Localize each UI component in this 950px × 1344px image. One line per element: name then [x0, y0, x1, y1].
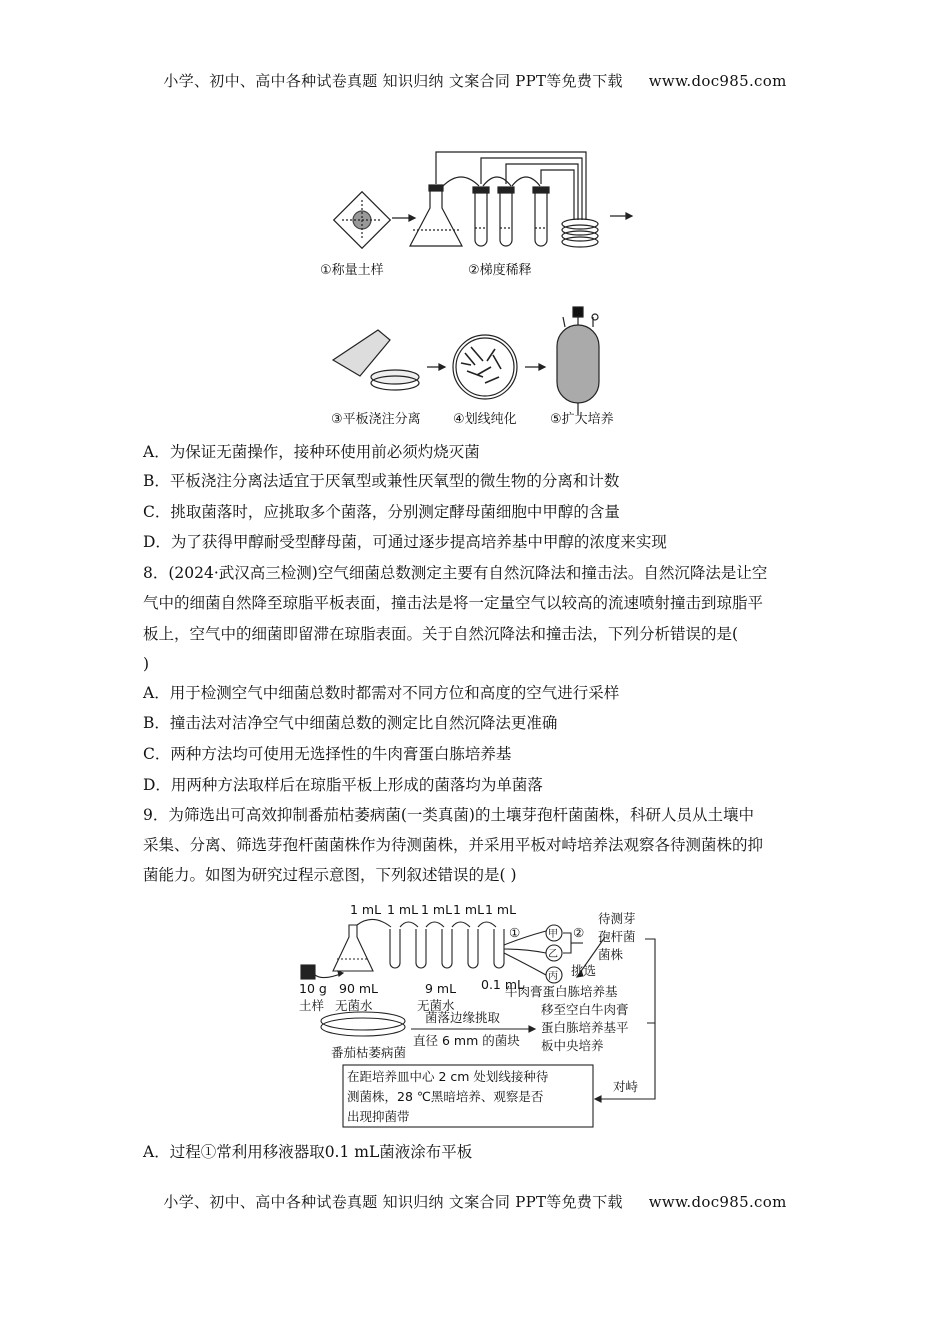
figure2-flowchart [295, 897, 665, 1135]
pick-label: 挑选 [571, 963, 597, 978]
soil-beaker-icon [301, 965, 315, 979]
dist-label-2: 测菌株，28 ℃黑暗培养、观察是否 [347, 1089, 544, 1104]
q9-option-a: A．过程①常利用移液器取0.1 mL菌液涂布平板 [143, 1143, 473, 1161]
pathogen-label: 番茄枯萎病菌 [331, 1045, 407, 1060]
q7-option-c: C．挑取菌落时，应挑取多个菌落，分别测定酵母菌细胞中甲醇的含量 [143, 503, 620, 521]
dish-yi-label: 乙 [548, 949, 558, 960]
step1-label: ① [509, 925, 521, 940]
confront-label: 对峙 [613, 1079, 639, 1094]
page-footer [0, 1191, 950, 1212]
dish-jia-label: 甲 [548, 929, 558, 940]
vol01-label: 0.1 mL [481, 977, 524, 992]
label-gradient-dilution: ②梯度稀释 [468, 263, 532, 278]
water90-label: 90 mL [339, 981, 379, 996]
dilution-flask-icon [333, 925, 373, 971]
figure1-top [320, 140, 650, 285]
water9-label: 9 mL [425, 981, 457, 996]
q7-option-d: D．为了获得甲醇耐受型酵母菌，可通过逐步提高培养基中甲醇的浓度来实现 [143, 533, 667, 551]
label-scale-up: ⑤扩大培养 [550, 412, 614, 427]
pouring-flask-icon [333, 330, 390, 376]
medium-label: 牛肉膏蛋白胨培养基 [505, 984, 618, 999]
ml-label-2: 1 mL [387, 902, 419, 917]
q8-option-d: D．用两种方法取样后在琼脂平板上形成的菌落均为单菌落 [143, 776, 543, 794]
q9-stem-line1: 9．为筛选出可高效抑制番茄枯萎病菌(一类真菌)的土壤芽孢杆菌菌株，科研人员从土壤中 [143, 806, 754, 824]
sterile-water-label-1: 无菌水 [335, 998, 373, 1013]
move-label-1: 移至空白牛肉膏 [541, 1002, 629, 1017]
dist-label-1: 在距培养皿中心 2 cm 处划线接种待 [347, 1069, 549, 1084]
streak-plate-icon [453, 335, 517, 399]
strain-label-2: 孢杆菌 [598, 929, 636, 944]
block-label: 直径 6 mm 的菌块 [413, 1033, 520, 1048]
q7-option-a: A．为保证无菌操作，接种环使用前必须灼烧灭菌 [143, 443, 480, 461]
q8-option-b: B．撞击法对洁净空气中细菌总数的测定比自然沉降法更准确 [143, 714, 558, 732]
figure1-bottom [325, 305, 635, 430]
ml-label-1: 1 mL [350, 902, 382, 917]
footer-url[interactable]: www.doc985.com [648, 1193, 787, 1211]
strain-label-3: 菌株 [598, 947, 624, 962]
q7-option-b: B．平板浇注分离法适宜于厌氧型或兼性厌氧型的微生物的分离和计数 [143, 472, 620, 490]
label-pour-plate: ③平板浇注分离 [331, 412, 421, 427]
q8-stem-line1: 8．(2024·武汉高三检测)空气细菌总数测定主要有自然沉降法和撞击法。自然沉降法是让空 [143, 564, 768, 582]
q8-stem-line3: 板上，空气中的细菌即留滞在琼脂表面。关于自然沉降法和撞击法，下列分析错误的是( [143, 625, 739, 643]
footer-text: 小学、初中、高中各种试卷真题 知识归纳 文案合同 PPT等免费下载 [163, 1193, 623, 1211]
q9-stem-line3: 菌能力。如图为研究过程示意图，下列叙述错误的是( ) [143, 866, 517, 884]
q9-stem-line2: 采集、分离、筛选芽孢杆菌菌株作为待测菌株，并采用平板对峙培养法观察各待测菌株的抑 [143, 836, 764, 854]
header-text: 小学、初中、高中各种试卷真题 知识归纳 文案合同 PPT等免费下载 [163, 72, 623, 90]
page-header [0, 70, 950, 91]
header-url[interactable]: www.doc985.com [648, 72, 787, 90]
dist-label-3: 出现抑菌带 [347, 1109, 410, 1124]
sterile-water-label-2: 无菌水 [417, 998, 455, 1013]
ml-label-3: 1 mL [421, 902, 453, 917]
q8-stem-line2: 气中的细菌自然降至琼脂平板表面，撞击法是将一定量空气以较高的流速喷射撞击到琼脂平 [143, 594, 764, 612]
soil-label: 土样 [299, 998, 325, 1013]
move-label-2: 蛋白胨培养基平 [541, 1020, 629, 1035]
ml-label-4: 1 mL [453, 902, 485, 917]
strain-label-1: 待测芽 [598, 911, 636, 926]
edge-pick-label: 菌落边缘挑取 [425, 1010, 501, 1025]
move-label-3: 板中央培养 [541, 1038, 604, 1053]
q8-stem-line4: ) [143, 655, 150, 673]
q8-option-a: A．用于检测空气中细菌总数时都需对不同方位和高度的空气进行采样 [143, 684, 620, 702]
dish-bing-label: 丙 [548, 971, 558, 982]
flask-icon [410, 190, 462, 246]
label-weigh-soil: ①称量土样 [320, 263, 384, 278]
step2-label: ② [573, 925, 585, 940]
soil-mass-label: 10 g [299, 981, 327, 996]
label-streak-purify: ④划线纯化 [453, 412, 517, 427]
fermenter-icon [557, 325, 599, 403]
ml-label-5: 1 mL [485, 902, 517, 917]
q8-option-c: C．两种方法均可使用无选择性的牛肉膏蛋白胨培养基 [143, 745, 512, 763]
